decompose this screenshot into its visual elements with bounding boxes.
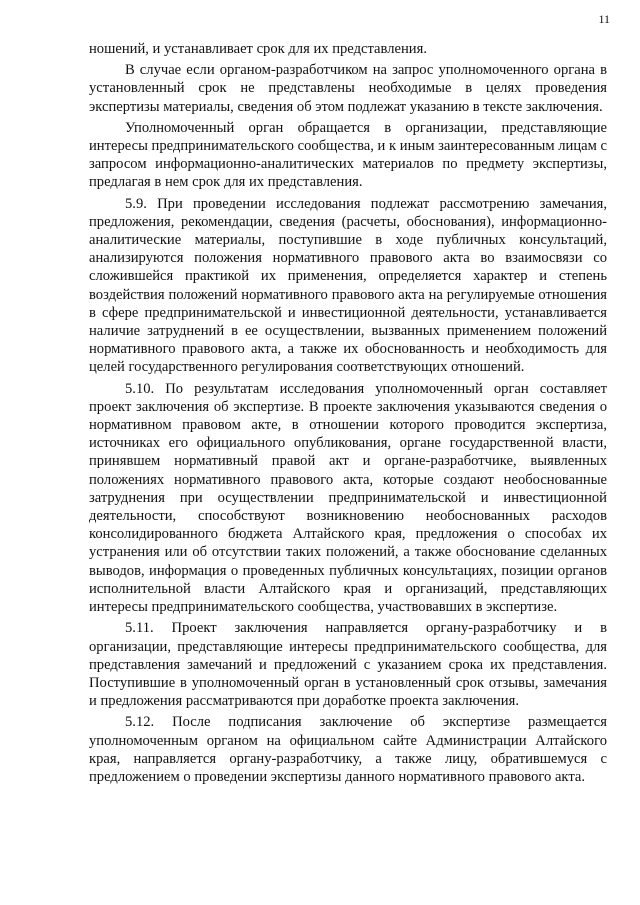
paragraph-5-11: 5.11. Проект заключения направляется органу-разработчику и в организации, представляющие интересы предпринимательского сообщества, для представления замечаний и предложений с указанием срока их представления. Поступившие в уполномоченный орган в установленный срок отзывы, замечания и предложения рассматриваются при доработке проекта заключения.	[89, 620, 607, 710]
page-number: 11	[598, 12, 610, 26]
paragraph-5-9: 5.9. При проведении исследования подлежат рассмотрению замечания, предложения, рекомендации, сведения (расчеты, обоснования), информационно-аналитические материалы, поступившие в ходе публичных консультаций, анализируются положения нормативного правового акта во взаимосвязи со сложившейся практикой их применения, определяется характер и степень воздействия положений нормативного правового акта на регулируемые отношения в сфере предпринимательской и инвестиционной деятельности, устанавливается наличие затруднений в ее осуществлении, вызванных применением положений нормативного правового акта, а также их обоснованность и необходимость для целей государственного регулирования соответствующих отношений.	[89, 195, 607, 376]
paragraph-business-requests: Уполномоченный орган обращается в организации, представляющие интересы предпринимательского сообщества, и к иным заинтересованным лицам с запросом информационно-аналитических материалов по предмету экспертизы, предлагая в нем срок для их представления.	[89, 119, 607, 191]
paragraph-continuation: ношений, и устанавливает срок для их представления.	[89, 41, 427, 57]
document-body	[89, 40, 607, 789]
paragraph-missing-materials: В случае если органом-разработчиком на запрос уполномоченного органа в установленный срок не представлены необходимые в целях проведения экспертизы материалы, сведения об этом подлежат указанию в тексте заключения.	[89, 62, 607, 115]
paragraph-5-12: 5.12. После подписания заключение об экспертизе размещается уполномоченным органом на официальном сайте Администрации Алтайского края, направляется органу-разработчику, а также лицу, обратившемуся с предложением о проведении экспертизы данного нормативного правового акта.	[89, 714, 607, 785]
paragraph-5-10: 5.10. По результатам исследования уполномоченный орган составляет проект заключения об экспертизе. В проекте заключения указываются сведения о нормативном правовом акте, в отношении которого проводится экспертиза, источниках его официального опубликования, органе государственной власти, принявшем нормативный правой акт и органе-разработчике, выявленных положениях нормативного правового акта, которые создают необоснованные затруднения при осуществлении предпринимательской и инвестиционной деятельности, способствуют возникновению необоснованных расходов консолидированного бюджета Алтайского края, предложения о способах их устранения или об отсутствии таких положений, а также обоснование сделанных выводов, информация о проведенных публичных консультациях, позиции органов исполнительной власти Алтайского края и организаций, представляющих интересы предпринимательского сообщества, участвовавших в экспертизе.	[89, 380, 607, 616]
